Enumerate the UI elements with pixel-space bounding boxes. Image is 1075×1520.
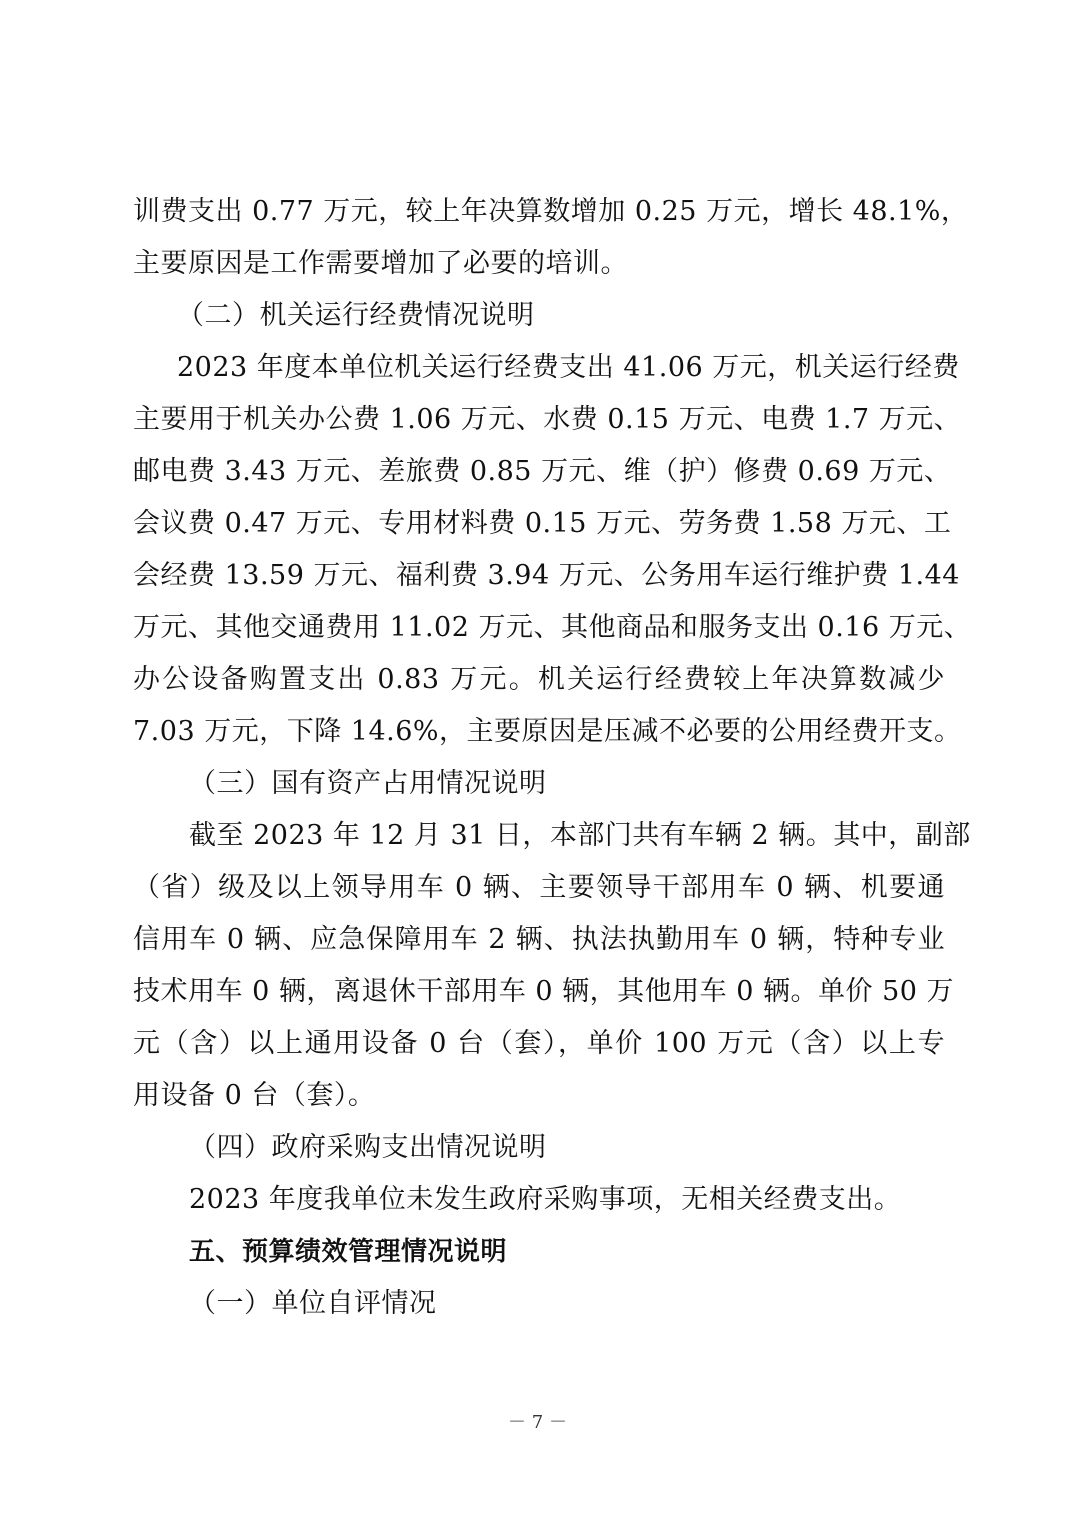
paragraph-line: 信用车 0 辆、应急保障用车 2 辆、执法执勤用车 0 辆，特种专业 [133, 924, 945, 955]
section-heading-2: （二）机关运行经费情况说明 [177, 300, 535, 331]
section-heading-5-1: （一）单位自评情况 [189, 1288, 437, 1319]
paragraph-line: 办公设备购置支出 0.83 万元。机关运行经费较上年决算数减少 [133, 664, 945, 695]
paragraph-line: 技术用车 0 辆，离退休干部用车 0 辆，其他用车 0 辆。单价 50 万 [133, 976, 955, 1007]
section-heading-3: （三）国有资产占用情况说明 [189, 768, 547, 799]
paragraph-line: 会经费 13.59 万元、福利费 3.94 万元、公务用车运行维护费 1.44 [133, 560, 960, 591]
paragraph-line: 主要用于机关办公费 1.06 万元、水费 0.15 万元、电费 1.7 万元、 [133, 404, 962, 435]
section-heading-4: （四）政府采购支出情况说明 [189, 1132, 547, 1163]
paragraph-line: 邮电费 3.43 万元、差旅费 0.85 万元、维（护）修费 0.69 万元、 [133, 456, 952, 487]
paragraph-line: 元（含）以上通用设备 0 台（套），单价 100 万元（含）以上专 [133, 1028, 945, 1059]
paragraph-line: 训费支出 0.77 万元，较上年决算数增加 0.25 万元，增长 48.1%， [133, 196, 969, 227]
paragraph-line: 截至 2023 年 12 月 31 日，本部门共有车辆 2 辆。其中，副部 [189, 820, 971, 851]
page-number: － 7 － [508, 1412, 567, 1433]
paragraph-line: 7.03 万元，下降 14.6%，主要原因是压减不必要的公用经费开支。 [133, 716, 962, 747]
chapter-heading-5: 五、预算绩效管理情况说明 [189, 1237, 508, 1267]
paragraph-line: 2023 年度本单位机关运行经费支出 41.06 万元，机关运行经费 [177, 352, 960, 383]
paragraph-line: 2023 年度我单位未发生政府采购事项，无相关经费支出。 [189, 1184, 902, 1215]
paragraph-line: 万元、其他交通费用 11.02 万元、其他商品和服务支出 0.16 万元、 [133, 612, 972, 643]
body-text [133, 186, 972, 1330]
paragraph-line: 用设备 0 台（套）。 [133, 1080, 376, 1111]
paragraph-line: 会议费 0.47 万元、专用材料费 0.15 万元、劳务费 1.58 万元、工 [133, 508, 952, 539]
paragraph-line: 主要原因是工作需要增加了必要的培训。 [133, 248, 628, 279]
paragraph-line: （省）级及以上领导用车 0 辆、主要领导干部用车 0 辆、机要通 [133, 872, 945, 903]
